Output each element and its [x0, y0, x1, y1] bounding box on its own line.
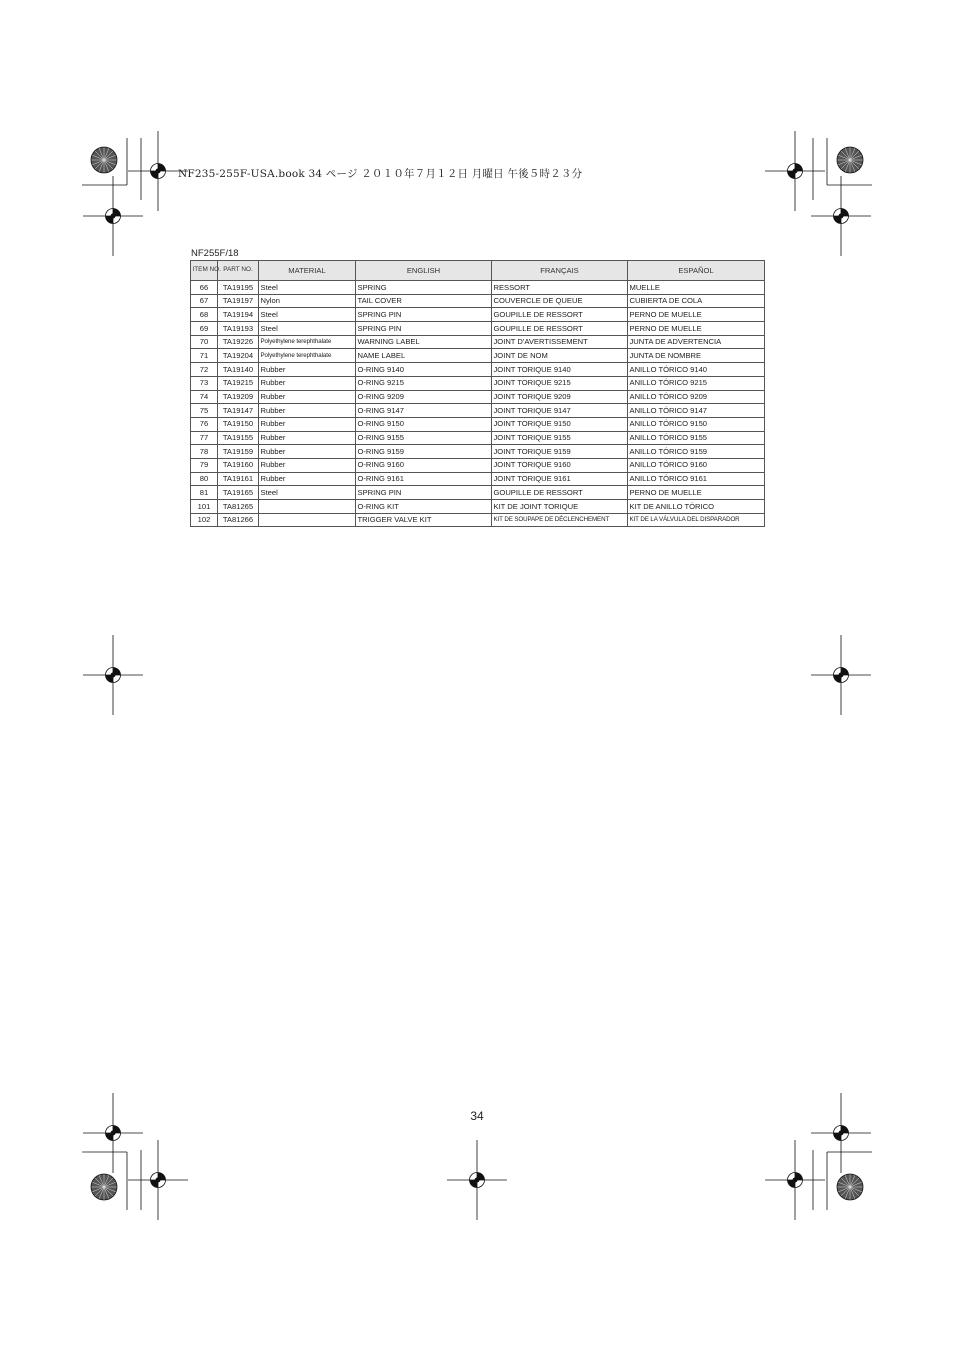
cell-part-no: TA19160 [218, 458, 259, 472]
table-row [191, 513, 765, 527]
cell-item-no: 69 [191, 322, 218, 336]
cell-material [259, 500, 356, 514]
cell-english: O-RING KIT [356, 500, 492, 514]
cell-english: SPRING [356, 281, 492, 295]
cell-material: Rubber [259, 431, 356, 445]
cell-francais: GOUPILLE DE RESSORT [492, 308, 628, 322]
cell-item-no: 67 [191, 294, 218, 308]
cell-material: Steel [259, 308, 356, 322]
cell-part-no: TA19165 [218, 486, 259, 500]
cell-english: SPRING PIN [356, 486, 492, 500]
table-row [191, 335, 765, 349]
table-row [191, 404, 765, 418]
cell-item-no: 77 [191, 431, 218, 445]
header-material: MATERIAL [259, 261, 356, 281]
cell-part-no: TA19195 [218, 281, 259, 295]
cell-english: O-RING 9155 [356, 431, 492, 445]
table-row [191, 417, 765, 431]
cell-material: Polyethylene terephthalate [259, 335, 356, 349]
cell-item-no: 80 [191, 472, 218, 486]
cell-item-no: 66 [191, 281, 218, 295]
cell-material: Polyethylene terephthalate [259, 349, 356, 363]
table-row [191, 322, 765, 336]
cell-part-no: TA19155 [218, 431, 259, 445]
cell-item-no: 72 [191, 363, 218, 377]
cell-francais: JOINT TORIQUE 9159 [492, 445, 628, 459]
cell-francais: GOUPILLE DE RESSORT [492, 322, 628, 336]
cell-espanol: JUNTA DE ADVERTENCIA [628, 335, 765, 349]
table-row [191, 308, 765, 322]
model-caption: NF255F/18 [191, 248, 239, 259]
cell-material: Steel [259, 322, 356, 336]
table-row [191, 363, 765, 377]
cell-item-no: 68 [191, 308, 218, 322]
cell-francais: RESSORT [492, 281, 628, 295]
cell-part-no: TA19215 [218, 376, 259, 390]
cell-material: Rubber [259, 376, 356, 390]
cell-espanol: KIT DE ANILLO TÓRICO [628, 500, 765, 514]
cell-part-no: TA81265 [218, 500, 259, 514]
table-row [191, 294, 765, 308]
cell-espanol: ANILLO TÓRICO 9147 [628, 404, 765, 418]
cell-francais: JOINT TORIQUE 9150 [492, 417, 628, 431]
cell-english: TRIGGER VALVE KIT [356, 513, 492, 527]
print-header: NF235-255F-USA.book 34 ページ ２０１０年７月１２日 月曜日 午後５時２３分 [178, 168, 583, 180]
cell-francais: KIT DE JOINT TORIQUE [492, 500, 628, 514]
cell-espanol: PERNO DE MUELLE [628, 322, 765, 336]
cell-material: Rubber [259, 472, 356, 486]
cell-francais: JOINT TORIQUE 9160 [492, 458, 628, 472]
cell-english: TAIL COVER [356, 294, 492, 308]
table-row [191, 390, 765, 404]
cell-espanol: ANILLO TÓRICO 9215 [628, 376, 765, 390]
cell-item-no: 75 [191, 404, 218, 418]
cell-espanol: ANILLO TÓRICO 9159 [628, 445, 765, 459]
cell-english: O-RING 9140 [356, 363, 492, 377]
header-part-no: PART NO. [218, 261, 259, 281]
cell-espanol: ANILLO TÓRICO 9209 [628, 390, 765, 404]
cell-espanol: JUNTA DE NOMBRE [628, 349, 765, 363]
cell-material: Steel [259, 281, 356, 295]
cell-material: Rubber [259, 363, 356, 377]
cell-part-no: TA81266 [218, 513, 259, 527]
cell-english: O-RING 9159 [356, 445, 492, 459]
cell-material: Nylon [259, 294, 356, 308]
parts-table [190, 260, 765, 527]
cell-material: Rubber [259, 458, 356, 472]
cell-espanol: ANILLO TÓRICO 9161 [628, 472, 765, 486]
cell-part-no: TA19209 [218, 390, 259, 404]
table-row [191, 445, 765, 459]
cell-francais: JOINT TORIQUE 9209 [492, 390, 628, 404]
cell-material [259, 513, 356, 527]
cell-english: WARNING LABEL [356, 335, 492, 349]
cell-espanol: PERNO DE MUELLE [628, 486, 765, 500]
cell-francais: JOINT DE NOM [492, 349, 628, 363]
cell-part-no: TA19150 [218, 417, 259, 431]
cell-francais: GOUPILLE DE RESSORT [492, 486, 628, 500]
cell-part-no: TA19140 [218, 363, 259, 377]
cell-espanol: ANILLO TÓRICO 9155 [628, 431, 765, 445]
table-row [191, 486, 765, 500]
parts-table-body [191, 281, 765, 527]
cell-english: NAME LABEL [356, 349, 492, 363]
cell-item-no: 71 [191, 349, 218, 363]
cell-part-no: TA19194 [218, 308, 259, 322]
cell-item-no: 101 [191, 500, 218, 514]
cell-english: O-RING 9160 [356, 458, 492, 472]
table-row [191, 376, 765, 390]
cell-material: Rubber [259, 417, 356, 431]
cell-english: O-RING 9150 [356, 417, 492, 431]
cell-francais: JOINT TORIQUE 9155 [492, 431, 628, 445]
cell-part-no: TA19193 [218, 322, 259, 336]
cell-francais: JOINT TORIQUE 9161 [492, 472, 628, 486]
cell-part-no: TA19197 [218, 294, 259, 308]
header-espanol: ESPAÑOL [628, 261, 765, 281]
cell-part-no: TA19147 [218, 404, 259, 418]
cell-item-no: 81 [191, 486, 218, 500]
cell-item-no: 79 [191, 458, 218, 472]
cell-part-no: TA19226 [218, 335, 259, 349]
header-francais: FRANÇAIS [492, 261, 628, 281]
cell-material: Rubber [259, 404, 356, 418]
cell-espanol: KIT DE LA VÁLVULA DEL DISPARADOR [628, 513, 765, 527]
cell-english: O-RING 9161 [356, 472, 492, 486]
cell-english: O-RING 9215 [356, 376, 492, 390]
cell-espanol: ANILLO TÓRICO 9160 [628, 458, 765, 472]
cell-espanol: ANILLO TÓRICO 9140 [628, 363, 765, 377]
table-row [191, 458, 765, 472]
cell-item-no: 78 [191, 445, 218, 459]
cell-part-no: TA19204 [218, 349, 259, 363]
table-row [191, 349, 765, 363]
table-row [191, 500, 765, 514]
header-item-no: ITEM NO. [191, 261, 218, 281]
cell-item-no: 74 [191, 390, 218, 404]
cell-item-no: 73 [191, 376, 218, 390]
cell-material: Steel [259, 486, 356, 500]
cell-espanol: MUELLE [628, 281, 765, 295]
header-english: ENGLISH [356, 261, 492, 281]
cell-francais: JOINT TORIQUE 9147 [492, 404, 628, 418]
cell-francais: KIT DE SOUPAPE DE DÉCLENCHEMENT [492, 513, 628, 527]
cell-item-no: 76 [191, 417, 218, 431]
cell-francais: COUVERCLE DE QUEUE [492, 294, 628, 308]
cell-francais: JOINT TORIQUE 9140 [492, 363, 628, 377]
table-row [191, 281, 765, 295]
cell-part-no: TA19159 [218, 445, 259, 459]
cell-english: SPRING PIN [356, 322, 492, 336]
cell-material: Rubber [259, 445, 356, 459]
cell-material: Rubber [259, 390, 356, 404]
cell-espanol: PERNO DE MUELLE [628, 308, 765, 322]
table-header-row [191, 261, 765, 281]
cell-english: SPRING PIN [356, 308, 492, 322]
cell-part-no: TA19161 [218, 472, 259, 486]
cell-francais: JOINT D'AVERTISSEMENT [492, 335, 628, 349]
cell-francais: JOINT TORIQUE 9215 [492, 376, 628, 390]
cell-english: O-RING 9147 [356, 404, 492, 418]
cell-espanol: ANILLO TÓRICO 9150 [628, 417, 765, 431]
cell-item-no: 70 [191, 335, 218, 349]
table-row [191, 472, 765, 486]
cell-item-no: 102 [191, 513, 218, 527]
table-row [191, 431, 765, 445]
page-number: 34 [470, 1109, 484, 1123]
cell-english: O-RING 9209 [356, 390, 492, 404]
cell-espanol: CUBIERTA DE COLA [628, 294, 765, 308]
